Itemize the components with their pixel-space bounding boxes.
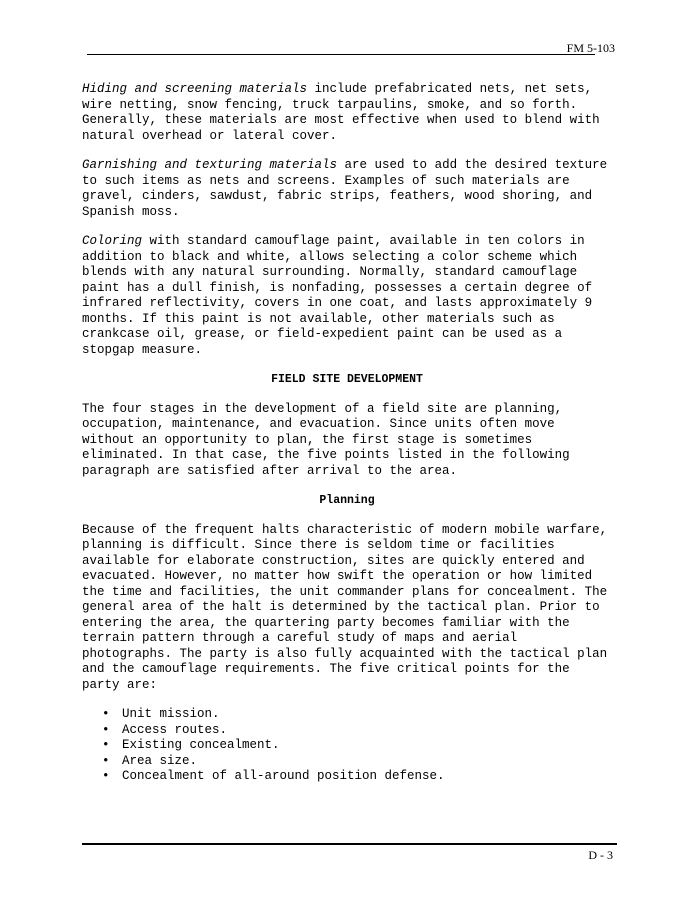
bullet-icon: • <box>102 722 110 737</box>
list-item-text: Concealment of all-around position defense. <box>122 769 445 783</box>
list-item <box>102 769 612 785</box>
bullet-icon: • <box>102 753 110 768</box>
paragraph-coloring <box>82 234 612 358</box>
bullet-icon: • <box>102 738 110 752</box>
paragraph-planning: Because of the frequent halts characteristic of modern mobile warfare, planning is difficult. Since there is seldom time or facilities available for elaborate construction, sites are quickly entered and evacuated. However, no matter how swift the operation or how limited the time and facilities, the unit commander plans for concealment. The general area of the halt is determined by the tactical plan. Prior to entering the area, the quartering party becomes familiar with the terrain pattern through a careful study of maps and aerial photographs. The party is also fully acquainted with the tactical plan and the camouflage requirements. The five critical points for the party are: <box>82 522 608 692</box>
list-item <box>102 754 612 770</box>
paragraph-field-site: The four stages in the development of a field site are planning, occupation, maintenance, and evacuation. Since units often move without an opportunity to plan, the first stage is sometimes eliminated. In that case, the five points listed in the following paragraph are satisfied after arrival to the area. <box>82 401 570 478</box>
section-heading-field-site: FIELD SITE DEVELOPMENT <box>271 373 423 386</box>
list-item-text: Unit mission. <box>122 707 220 721</box>
critical-points-list <box>82 707 612 785</box>
header-title: FM 5-103 <box>566 41 615 55</box>
paragraph-lead: Hiding and screening materials <box>82 82 308 96</box>
paragraph-text: include prefabricated nets, net sets, wire netting, snow fencing, truck tarpaulins, smoke, and so forth. Generally, these materials are most effective when used to blend with natural overhead or lateral cover. <box>82 82 600 143</box>
paragraph-garnishing <box>82 158 612 220</box>
paragraph-hiding <box>82 82 612 144</box>
list-item <box>102 707 612 723</box>
list-item-text: Area size. <box>122 753 198 768</box>
list-item-text: Existing concealment. <box>122 738 280 752</box>
paragraph-text: with standard camouflage paint, available in ten colors in addition to black and white, allows selecting a color scheme which blends with any natural surrounding. Normally, standard camouflage paint has a dull finish, is nonfading, possesses a certain degree of infrared reflectivity, covers in one coat, and lasts approximately 9 months. If this paint is not available, other materials such as crankcase oil, grease, or field-expedient paint can be used as a stopgap measure. <box>82 234 593 357</box>
paragraph-lead: Coloring <box>82 234 143 248</box>
page-number: D - 3 <box>588 848 613 862</box>
bullet-icon: • <box>102 769 110 783</box>
header-rule <box>87 54 595 55</box>
paragraph-lead: Garnishing and texturing materials <box>82 158 338 172</box>
bullet-icon: • <box>102 707 110 721</box>
list-item-text: Access routes. <box>122 722 228 737</box>
list-item <box>102 738 612 754</box>
paragraph-text: are used to add the desired texture to such items as nets and screens. Examples of such materials are gravel, cinders, sawdust, fabric strips, feathers, wood shoring, and Spanish moss. <box>82 158 608 219</box>
footer-rule <box>82 843 617 845</box>
section-heading-planning: Planning <box>319 494 375 507</box>
list-item <box>102 723 612 739</box>
page-body <box>82 82 612 785</box>
